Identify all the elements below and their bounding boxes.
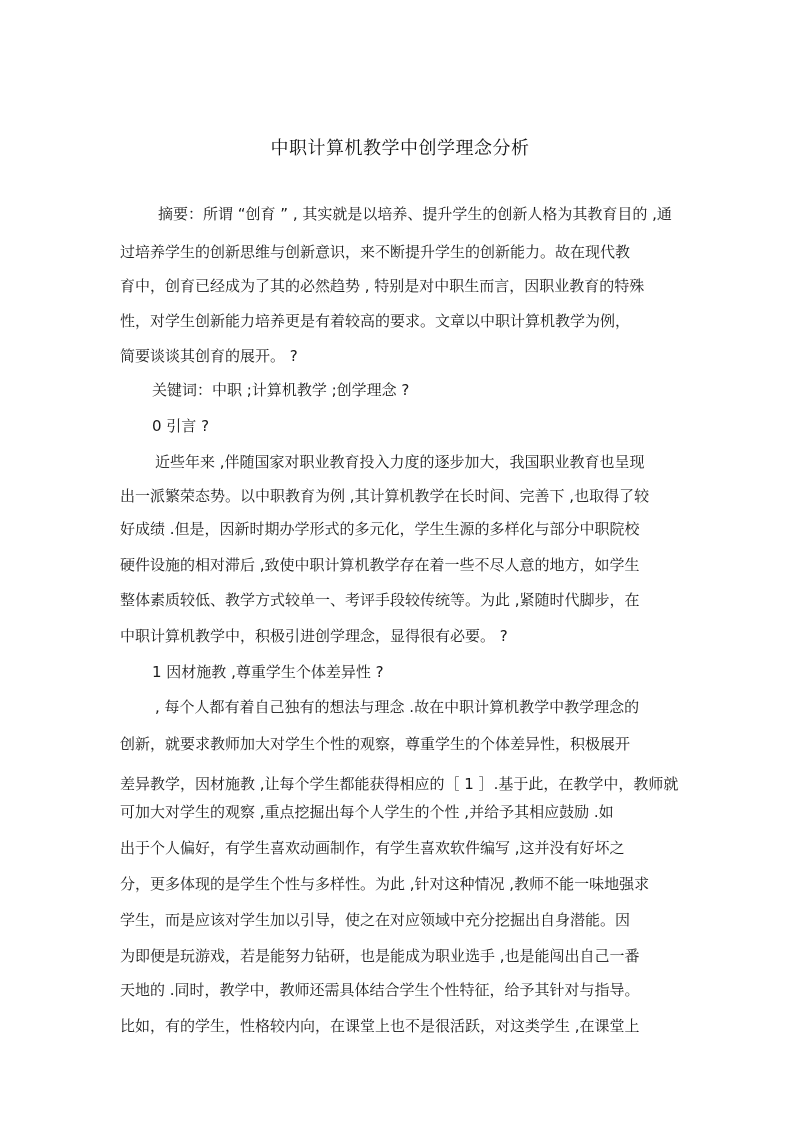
section-heading: 0 引言 ? [152,417,210,435]
paragraph-line: 分，更多体现的是学生个性与多样性。为此 ,针对这种情况 ,教师不能一味地强求 [120,875,650,893]
document-title: 中职计算机教学中创学理念分析 [270,138,530,159]
abstract-line: 过培养学生的创新思维与创新意识，来不断提升学生的创新能力。故在现代教 [120,243,631,261]
keywords-line: 关键词：中职 ;计算机教学 ;创学理念 ? [152,381,410,399]
abstract-line: 简要谈谈其创育的展开。 ? [120,347,298,365]
paragraph-line: 中职计算机教学中，积极引进创学理念，显得很有必要。 ? [120,627,508,645]
paragraph-line: 为即便是玩游戏，若是能努力钻研，也是能成为职业选手 ,也是能闯出自己一番 [120,947,640,965]
paragraph-line: 可加大对学生的观察 ,重点挖掘出每个人学生的个性 ,并给予其相应鼓励 .如 [120,803,614,821]
abstract-line: 摘要：所谓 “创育 ” , 其实就是以培养、提升学生的创新人格为其教育目的 ,通 [158,205,672,223]
paragraph-line: 学生，而是应该对学生加以引导，使之在对应领域中充分挖掘出自身潜能。因 [120,911,631,929]
paragraph-line: 近些年来 ,伴随国家对职业教育投入力度的逐步加大，我国职业教育也呈现 [155,453,645,471]
paragraph-line: , 每个人都有着自己独有的想法与理念 .故在中职计算机教学中教学理念的 [155,698,640,716]
paragraph-line: 出于个人偏好，有学生喜欢动画制作，有学生喜欢软件编写 ,这并没有好坏之 [120,839,625,857]
paragraph-line: 创新，就要求教师加大对学生个性的观察，尊重学生的个体差异性，积极展开 [120,735,631,753]
paragraph-line: 出一派繁荣态势。以中职教育为例 ,其计算机教学在长时间、完善下 ,也取得了较 [120,487,650,505]
paragraph-line: 比如，有的学生，性格较内向，在课堂上也不是很活跃，对这类学生 ,在课堂上 [120,1017,640,1035]
paragraph-line: 好成绩 .但是，因新时期办学形式的多元化，学生生源的多样化与部分中职院校 [120,520,640,538]
paragraph-line: 硬件设施的相对滞后 ,致使中职计算机教学存在着一些不尽人意的地方，如学生 [120,556,640,574]
section-heading: 1 因材施教 ,尊重学生个体差异性 ? [152,663,384,681]
paragraph-line: 整体素质较低、教学方式较单一、考评手段较传统等。为此 ,紧随时代脚步，在 [120,591,640,609]
paragraph-line: 天地的 .同时，教学中，教师还需具体结合学生个性特征，给予其针对与指导。 [120,981,640,999]
abstract-line: 育中，创育已经成为了其的必然趋势 , 特别是对中职生而言，因职业教育的特殊 [120,277,645,295]
abstract-line: 性，对学生创新能力培养更是有着较高的要求。文章以中职计算机教学为例， [120,312,631,330]
paragraph-line: 差异教学，因材施教 ,让每个学生都能获得相应的［ 1 ］.基于此，在教学中，教师就 [120,775,679,793]
